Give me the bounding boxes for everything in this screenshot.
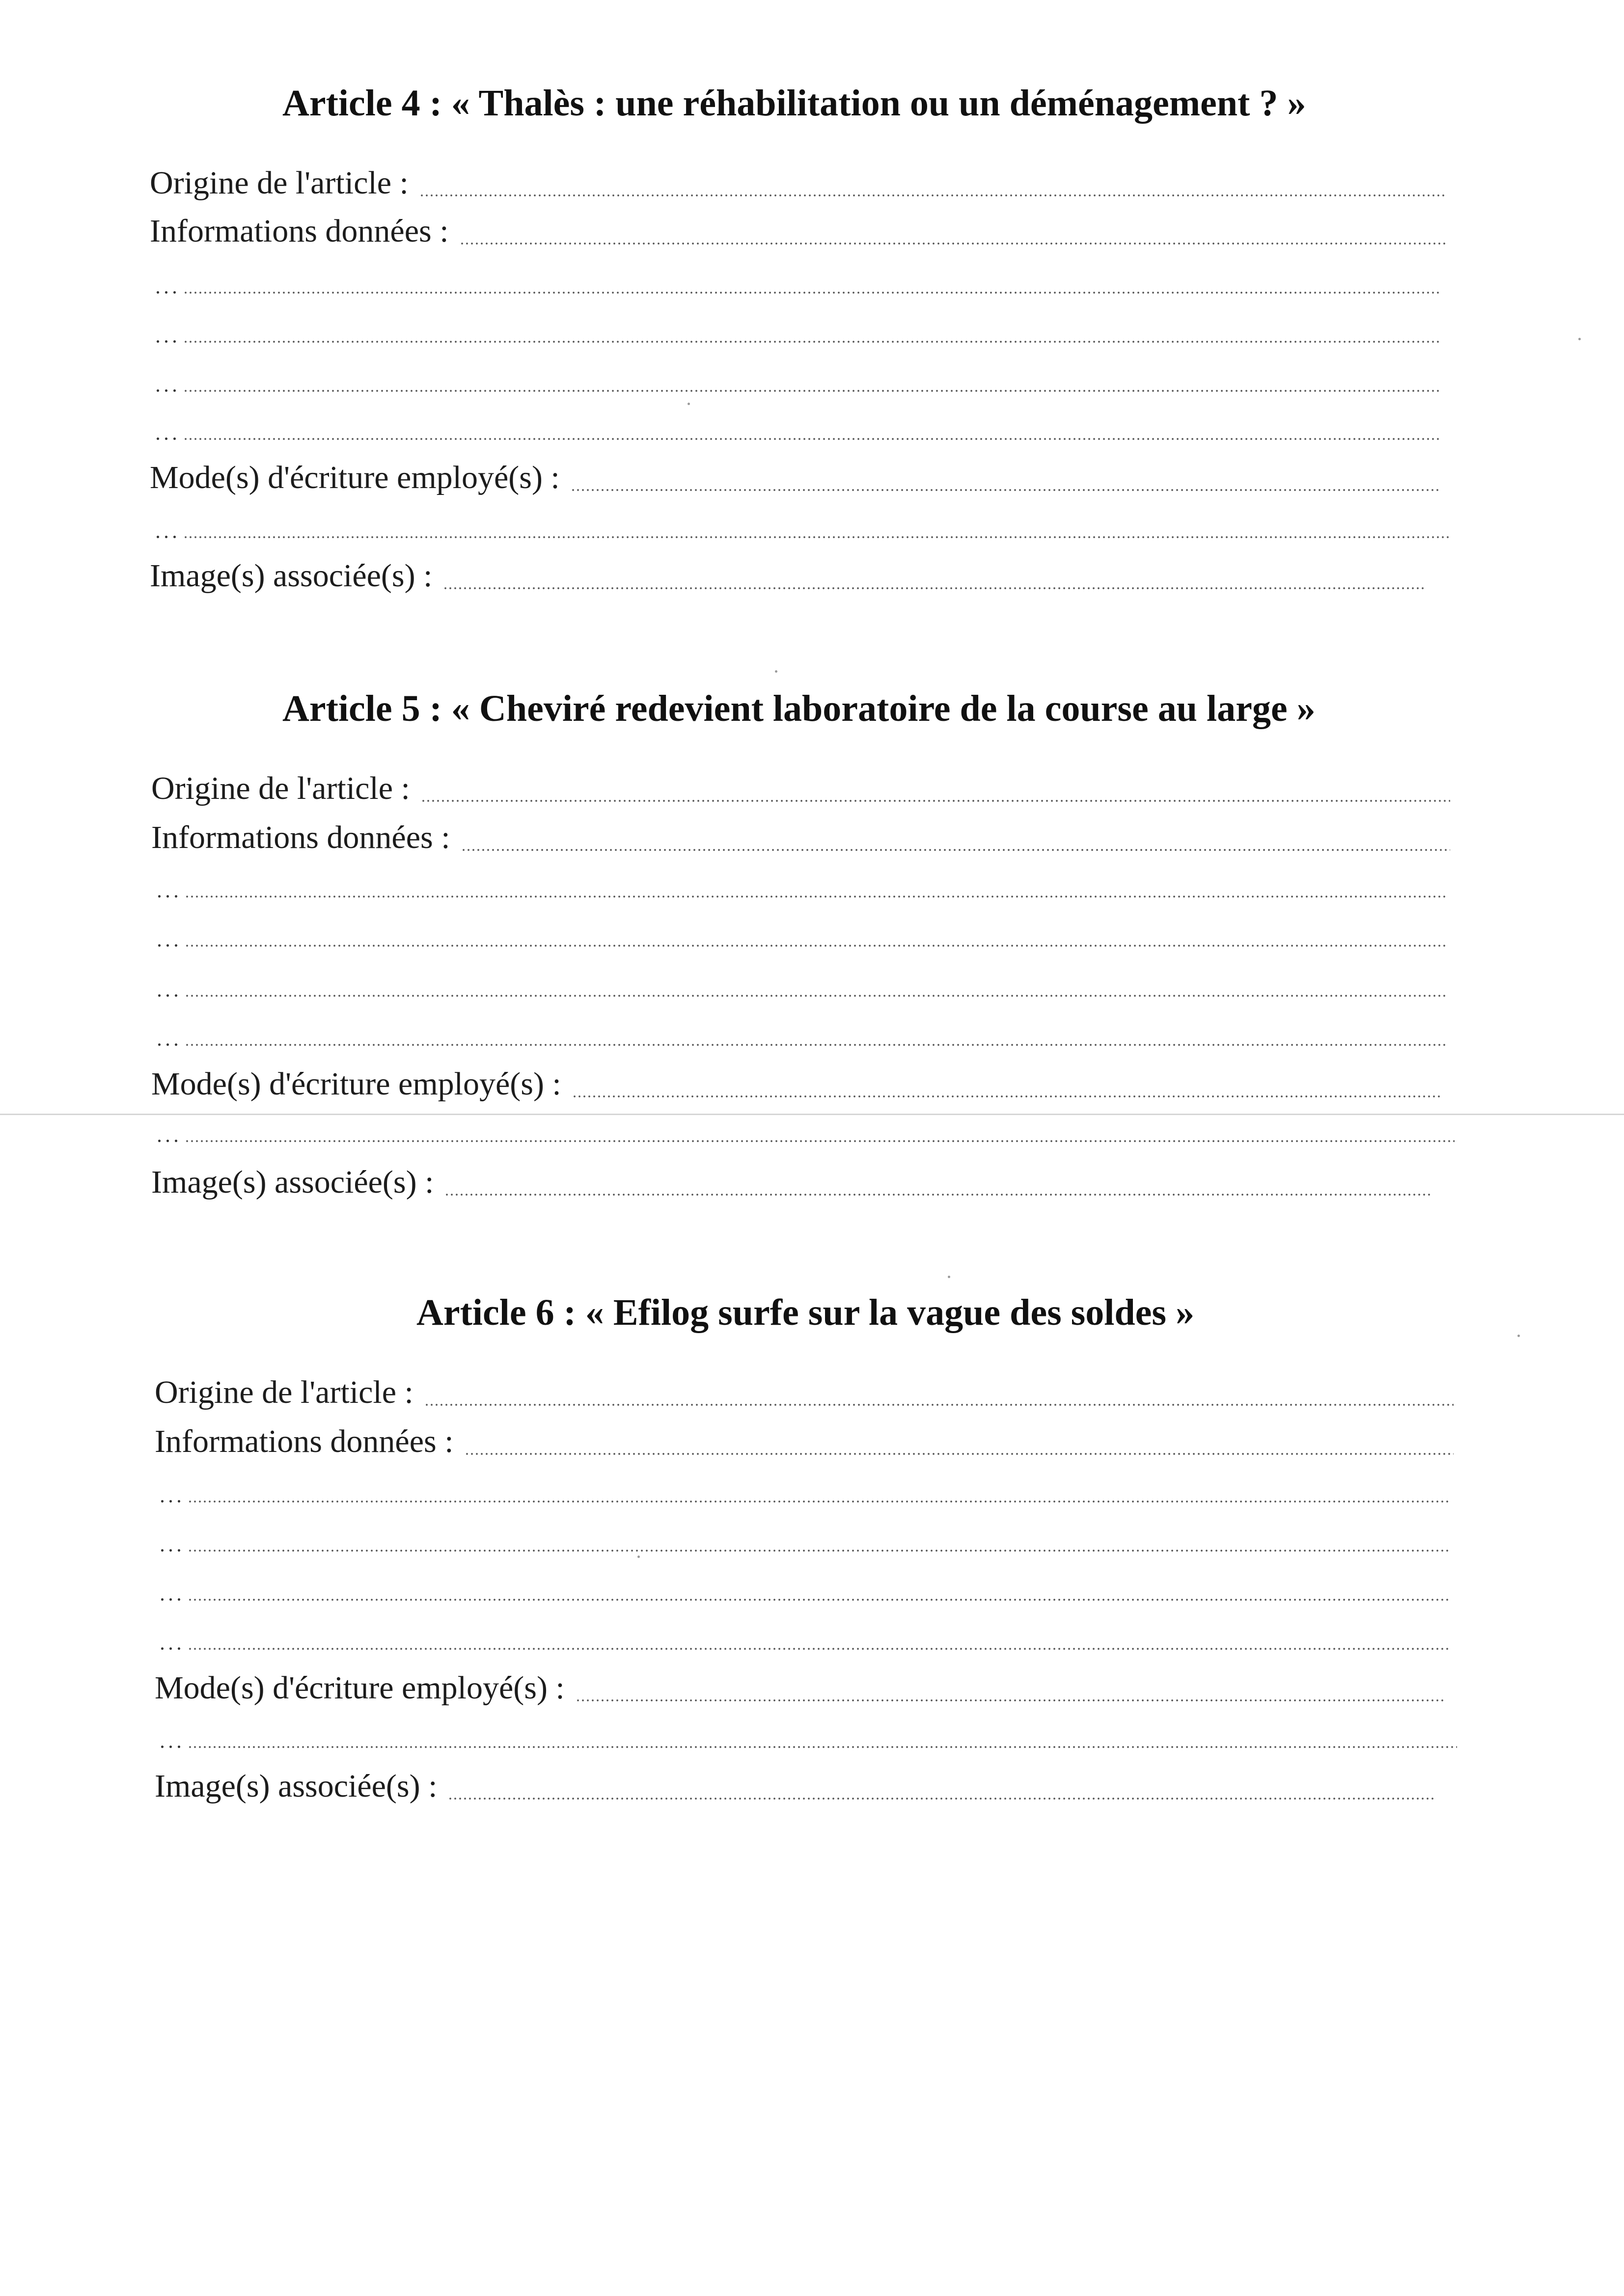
article-6-title: Article 6 : « Efilog surfe sur la vague des soldes » xyxy=(416,1292,1194,1333)
article-6-info-continuation-1[interactable] xyxy=(158,1499,1449,1503)
info-answer-line[interactable] xyxy=(465,1453,1454,1455)
article-5-image-row xyxy=(151,1166,1431,1199)
info-answer-line[interactable] xyxy=(460,243,1446,245)
info-answer-line[interactable] xyxy=(461,849,1450,851)
info-label: Informations données : xyxy=(155,1423,454,1459)
mode-answer-line[interactable] xyxy=(572,1095,1442,1097)
scan-speck xyxy=(1517,1335,1520,1337)
scan-fold-line xyxy=(0,1114,1624,1115)
article-6-info-continuation-3[interactable] xyxy=(158,1597,1449,1601)
article-5-info-continuation-3[interactable] xyxy=(155,993,1445,997)
mode-label: Mode(s) d'écriture employé(s) : xyxy=(155,1670,565,1706)
info-label: Informations données : xyxy=(150,213,449,249)
article-5-info-continuation-1[interactable] xyxy=(155,894,1445,898)
article-6-info-continuation-4[interactable] xyxy=(158,1646,1449,1650)
article-5-info-continuation-4[interactable] xyxy=(155,1042,1445,1046)
mode-answer-line[interactable] xyxy=(576,1699,1446,1701)
origin-label: Origine de l'article : xyxy=(155,1374,413,1410)
article-4-image-row xyxy=(150,560,1424,592)
scan-speck xyxy=(637,1556,640,1558)
origin-answer-line[interactable] xyxy=(421,800,1450,802)
scan-speck xyxy=(688,403,690,405)
article-6-info-continuation-2[interactable] xyxy=(158,1548,1449,1552)
mode-label: Mode(s) d'écriture employé(s) : xyxy=(150,460,560,495)
article-6-origin-row xyxy=(155,1376,1454,1409)
origin-answer-line[interactable] xyxy=(419,194,1446,196)
article-4-origin-row xyxy=(150,167,1446,199)
article-6-info-row xyxy=(155,1425,1454,1458)
image-answer-line[interactable] xyxy=(443,587,1424,589)
article-5-title: Article 5 : « Cheviré redevient laboratoire de la course au large » xyxy=(282,688,1316,729)
article-4-info-continuation-1[interactable] xyxy=(154,290,1441,294)
image-label: Image(s) associée(s) : xyxy=(150,558,433,594)
origin-label: Origine de l'article : xyxy=(151,770,410,806)
article-4-mode-row xyxy=(150,462,1439,494)
origin-label: Origine de l'article : xyxy=(150,165,409,201)
article-6-mode-row xyxy=(155,1672,1446,1704)
article-4-info-continuation-4[interactable] xyxy=(154,436,1441,440)
article-4-mode-continuation[interactable] xyxy=(154,534,1450,538)
origin-answer-line[interactable] xyxy=(424,1404,1454,1406)
image-answer-line[interactable] xyxy=(444,1194,1431,1196)
article-4-info-row xyxy=(150,215,1446,247)
scan-speck xyxy=(1578,338,1581,340)
article-4-info-continuation-2[interactable] xyxy=(154,339,1441,343)
mode-answer-line[interactable] xyxy=(571,489,1439,491)
info-label: Informations données : xyxy=(151,820,450,855)
article-6-mode-continuation[interactable] xyxy=(158,1744,1457,1748)
image-label: Image(s) associée(s) : xyxy=(155,1768,438,1804)
article-5-mode-continuation[interactable] xyxy=(155,1138,1455,1142)
image-answer-line[interactable] xyxy=(448,1798,1434,1800)
article-6-image-row xyxy=(155,1770,1434,1803)
article-5-origin-row xyxy=(151,772,1450,805)
scan-speck xyxy=(948,1276,950,1278)
mode-label: Mode(s) d'écriture employé(s) : xyxy=(151,1066,561,1102)
article-4-info-continuation-3[interactable] xyxy=(154,388,1441,392)
article-5-info-continuation-2[interactable] xyxy=(155,943,1445,947)
image-label: Image(s) associée(s) : xyxy=(151,1164,434,1200)
scan-speck xyxy=(775,670,777,673)
article-4-title: Article 4 : « Thalès : une réhabilitation ou un déménagement ? » xyxy=(282,82,1306,124)
article-5-info-row xyxy=(151,821,1450,854)
article-5-mode-row xyxy=(151,1068,1442,1100)
